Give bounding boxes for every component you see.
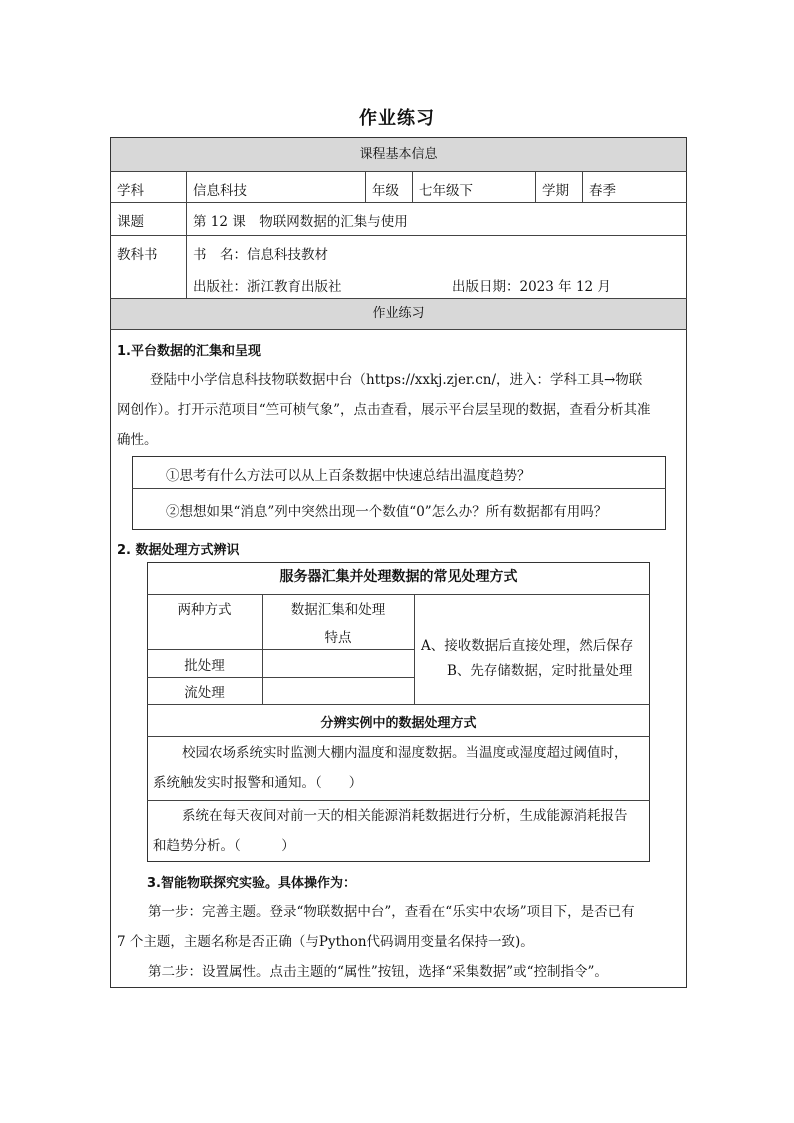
divider xyxy=(365,171,366,202)
divider xyxy=(147,594,650,595)
table-title: 服务器汇集并处理数据的常见处理方式 xyxy=(279,569,518,585)
subject-label: 学科 xyxy=(117,183,144,199)
divider xyxy=(110,235,687,236)
step1-line: 7 个主题，主题名称是否正确（与Python代码调用变量名保持一致)。 xyxy=(117,934,534,950)
section2-title: 2. 数据处理方式辨识 xyxy=(117,543,240,558)
divider xyxy=(414,594,415,704)
option-b: B、先存储数据，定时批量处理 xyxy=(447,663,633,679)
row-batch-processing: 批处理 xyxy=(184,658,225,674)
divider xyxy=(147,704,650,705)
page-title: 作业练习 xyxy=(359,108,435,129)
term-label: 学期 xyxy=(542,183,569,199)
section1-paragraph-line: 登陆中小学信息科技物联数据中台（https://xxkj.zjer.cn/，进入：学科工具→物联 xyxy=(150,372,643,388)
lesson-label: 课题 xyxy=(117,214,144,230)
divider xyxy=(582,171,583,202)
section1-paragraph-line: 确性。 xyxy=(117,432,158,448)
divider xyxy=(147,677,414,678)
divider xyxy=(147,736,650,737)
divider xyxy=(535,171,536,202)
course-info-header: 课程基本信息 xyxy=(111,138,686,171)
case1-line: 校园农场系统实时监测大棚内温度和湿度数据。当温度或湿度超过阈值时， xyxy=(182,745,628,761)
col-header-methods: 两种方式 xyxy=(177,602,232,618)
divider xyxy=(412,171,413,202)
publisher: 出版社：浙江教育出版社 xyxy=(193,279,342,295)
col-header-features: 数据汇集和处理 xyxy=(290,602,386,618)
question-1: ①思考有什么方法可以从上百条数据中快速总结出温度趋势？ xyxy=(166,468,531,484)
grade-label: 年级 xyxy=(372,183,399,199)
grade-value: 七年级下 xyxy=(419,183,473,199)
subject-value: 信息科技 xyxy=(193,183,247,199)
case-subtitle: 分辨实例中的数据处理方式 xyxy=(320,716,477,731)
divider xyxy=(132,488,666,489)
term-value: 春季 xyxy=(589,183,616,199)
divider xyxy=(110,329,687,330)
lesson-value: 第 12 课 物联网数据的汇集与使用 xyxy=(193,214,408,230)
case2-line: 系统在每天夜间对前一天的相关能源消耗数据进行分析，生成能源消耗报告 xyxy=(182,808,628,824)
step2-line: 第二步：设置属性。点击主题的“属性”按钮，选择“采集数据”或“控制指令”。 xyxy=(148,964,608,980)
question-2: ②想想如果“消息”列中突然出现一个数值“0”怎么办？所有数据都有用吗？ xyxy=(166,504,608,520)
exercise-header: 作业练习 xyxy=(111,299,686,329)
divider xyxy=(110,202,687,203)
case1-line: 系统触发实时报警和通知。（ ） xyxy=(153,775,363,791)
step1-line: 第一步：完善主题。登录“物联数据中台”，查看在“乐实中农场”项目下，是否已有 xyxy=(148,904,635,920)
section1-title: 1.平台数据的汇集和呈现 xyxy=(117,344,261,359)
section3-title: 3.智能物联探究实验。具体操作为： xyxy=(147,876,356,891)
book-name: 书 名：信息科技教材 xyxy=(193,247,328,263)
textbook-label: 教科书 xyxy=(117,247,158,263)
divider xyxy=(147,800,650,801)
row-stream-processing: 流处理 xyxy=(184,685,225,701)
col-header-features: 特点 xyxy=(324,630,352,646)
case2-line: 和趋势分析。（ ） xyxy=(153,838,295,854)
divider xyxy=(110,171,687,172)
section1-paragraph-line: 网创作）。打开示范项目“竺可桢气象”，点击查看，展示平台层呈现的数据，查看分析其准 xyxy=(117,402,651,418)
option-a: A、接收数据后直接处理，然后保存 xyxy=(421,638,634,654)
publish-date: 出版日期：2023 年 12 月 xyxy=(452,279,611,295)
divider xyxy=(147,649,414,650)
